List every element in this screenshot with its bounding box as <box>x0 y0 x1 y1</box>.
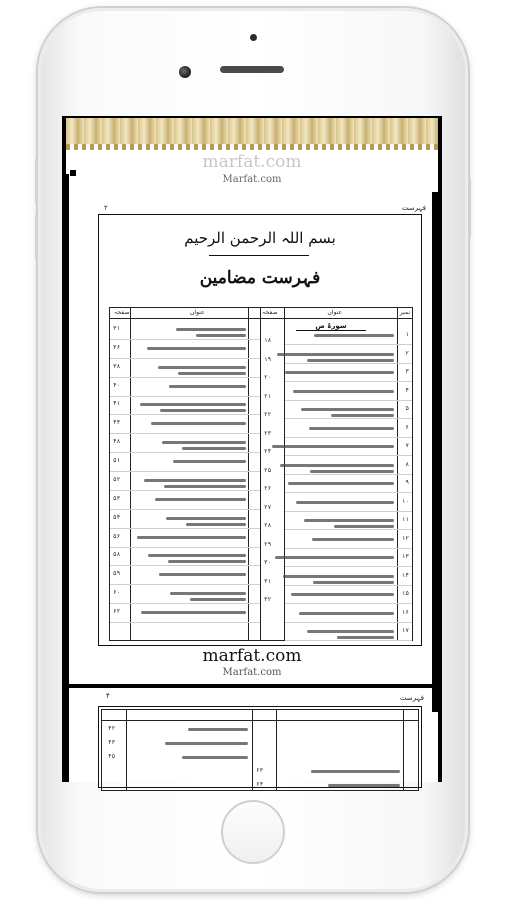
toc-page-number: ۲۳ <box>264 429 272 437</box>
toc2-page-number: ۴۳ <box>108 739 116 746</box>
toc-page-number: ۳۶ <box>113 343 121 351</box>
toc-serial-number: ۷ <box>405 442 409 449</box>
toc-page-number: ۳۲ <box>264 596 272 603</box>
toc-entry-text <box>173 460 246 463</box>
toc-row-rule <box>110 603 260 604</box>
toc-entry-text <box>277 353 394 356</box>
toc-serial-number: ۱۶ <box>401 608 409 616</box>
toc-entry-text <box>141 611 246 614</box>
front-camera-icon <box>179 66 191 78</box>
toc-header-page: صفحہ <box>262 309 278 316</box>
toc-entry-text <box>190 598 246 601</box>
toc-header-row <box>110 308 412 319</box>
volume-up-button <box>35 158 38 204</box>
toc-row-rule <box>110 528 260 529</box>
toc-entry-text <box>337 636 394 639</box>
toc2-col-divider <box>126 710 127 790</box>
toc-entry-text <box>291 593 394 596</box>
toc-serial-number: ۴ <box>405 386 409 394</box>
toc-row-rule <box>285 492 412 493</box>
toc-serial-number: ۱۰ <box>401 497 409 505</box>
toc-entry-text <box>280 464 394 467</box>
toc-entry-text <box>331 414 394 417</box>
page-ornament-border <box>66 118 438 150</box>
toc-page-number: ۶۰ <box>113 589 121 597</box>
toc-section-title: سورۃ ص <box>296 322 366 331</box>
toc-page-number: ۲۹ <box>264 540 272 548</box>
toc-entry-text <box>307 630 394 633</box>
toc-page-number: ۱۸ <box>264 337 272 344</box>
toc-row-rule <box>110 509 260 510</box>
toc-serial-number: ۳ <box>405 368 409 375</box>
toc-col-divider <box>260 308 261 640</box>
toc-row-rule <box>110 584 260 585</box>
toc-serial-number: ۵ <box>405 405 409 412</box>
toc-page-number: ۵۱ <box>113 457 121 465</box>
toc2-entry-text <box>188 728 248 731</box>
toc-entry-text <box>310 470 394 473</box>
toc-row-rule <box>285 585 412 586</box>
toc-row-rule <box>285 566 412 567</box>
watermark-top: marfat.com <box>202 152 302 172</box>
toc-row-rule <box>285 381 412 382</box>
toc2-col-divider <box>276 710 277 790</box>
toc-page-number: ۵۳ <box>113 494 121 502</box>
page-gap-divider <box>66 684 438 688</box>
toc-entry-text <box>166 517 246 520</box>
page2-label-left: ۴ <box>106 692 110 700</box>
toc-table-page2 <box>101 709 419 791</box>
earpiece-speaker <box>220 66 284 73</box>
toc-page-number: ۲۵ <box>264 466 272 474</box>
toc-serial-number: ۶ <box>405 423 409 431</box>
toc-row-rule <box>285 622 412 623</box>
toc-row-rule <box>110 622 260 623</box>
toc-serial-number: ۱۳ <box>401 553 409 560</box>
toc-row-rule <box>285 640 412 641</box>
toc-table <box>109 307 413 641</box>
toc-page-number: ۲۷ <box>264 503 272 511</box>
toc2-header-rule <box>102 720 418 721</box>
toc-entry-text <box>307 359 394 362</box>
toc-row-rule <box>285 400 412 401</box>
toc-entry-text <box>158 366 246 369</box>
toc-page-number: ۲۴ <box>264 448 272 455</box>
toc-row-rule <box>285 363 412 364</box>
toc-row-rule <box>110 339 260 340</box>
page2-label-right: فہرست <box>399 694 424 702</box>
toc-entry-text <box>148 554 246 557</box>
toc-entry-text <box>155 498 246 501</box>
toc-entry-text <box>159 573 246 576</box>
watermark-top-sub: Marfat.com <box>222 174 282 185</box>
toc-row-rule <box>285 603 412 604</box>
toc-row-rule <box>110 377 260 378</box>
toc-page-number: ۴۸ <box>113 438 121 446</box>
left-page-edge <box>66 174 69 782</box>
toc-row-rule <box>285 344 412 345</box>
toc2-entry-text <box>182 756 248 759</box>
toc-entry-text <box>169 385 246 388</box>
toc-page-number: ۵۸ <box>113 551 121 559</box>
toc-entry-text <box>313 581 394 584</box>
toc-entry-text <box>285 371 394 374</box>
toc-serial-number: ۲ <box>405 349 409 357</box>
corner-mark <box>70 170 76 176</box>
toc-serial-number: ۹ <box>405 479 409 486</box>
toc-entry-text <box>293 390 394 393</box>
toc-entry-text <box>178 372 246 375</box>
toc-entry-text <box>304 519 394 522</box>
toc-box-page2 <box>98 706 422 788</box>
toc-page-number: ۳۰ <box>264 559 272 566</box>
toc-page-number: ۲۶ <box>264 485 272 492</box>
toc-entry-text <box>272 445 394 448</box>
power-button <box>468 178 471 238</box>
toc-entry-text <box>301 408 394 411</box>
toc-row-rule <box>285 437 412 438</box>
page-label-left: ۲ <box>104 204 108 212</box>
toc-entry-text <box>186 523 246 526</box>
toc-header-page-left: صفحہ <box>114 309 130 316</box>
toc-entry-text <box>196 334 246 337</box>
toc-row-rule <box>110 471 260 472</box>
toc-page-number: ۳۱ <box>113 325 121 332</box>
toc-page-number: ۴۱ <box>113 400 121 408</box>
toc-box <box>98 214 422 646</box>
toc-serial-number: ۱۷ <box>401 627 409 634</box>
toc2-page-number: ۴۵ <box>108 753 116 760</box>
toc-row-rule <box>110 396 260 397</box>
toc-page-number: ۴۴ <box>113 419 121 427</box>
toc2-page-number: ۶۴ <box>256 781 264 788</box>
bismillah-heading: بسم اللہ الرحمن الرحیم <box>99 229 421 247</box>
toc-serial-number: ۱ <box>405 331 409 338</box>
toc-row-rule <box>285 529 412 530</box>
toc-row-rule <box>110 565 260 566</box>
toc-entry-text <box>312 538 394 541</box>
toc-entry-text <box>137 536 246 539</box>
toc-row-rule <box>110 452 260 453</box>
toc-entry-text <box>288 482 394 485</box>
toc-serial-number: ۸ <box>405 460 409 468</box>
toc-page-number: ۵۲ <box>113 475 121 483</box>
volume-down-button <box>35 214 38 260</box>
toc-serial-number: ۱۴ <box>401 571 409 579</box>
toc-row-rule <box>110 433 260 434</box>
toc-entry-text <box>170 592 246 595</box>
toc-entry-text <box>283 575 394 578</box>
toc-row-rule <box>110 547 260 548</box>
toc2-col-divider <box>252 710 253 790</box>
toc-page-number: ۲۰ <box>264 374 272 381</box>
toc-header-title-left: عنوان <box>190 309 205 316</box>
home-button[interactable] <box>221 800 285 864</box>
toc-entry-text <box>144 479 246 482</box>
toc2-col-divider <box>403 710 404 790</box>
toc-page-number: ۵۹ <box>113 570 121 578</box>
page-label-right: فہرست <box>401 204 426 212</box>
toc-entry-text <box>147 347 246 350</box>
toc-heading: فہرست مضامین <box>199 268 321 288</box>
toc-page-number: ۲۱ <box>264 392 272 400</box>
toc-entry-text <box>160 409 246 412</box>
toc-page-number: ۵۴ <box>113 513 121 521</box>
toc-row-rule <box>285 474 412 475</box>
toc-page-number: ۴۰ <box>113 381 121 389</box>
toc-row-rule <box>285 455 412 456</box>
toc-row-rule <box>285 511 412 512</box>
toc-entry-text <box>275 556 394 559</box>
phone-screen[interactable] <box>62 116 442 788</box>
toc-header-serial: نمبر <box>399 309 410 316</box>
toc-entry-text <box>299 612 394 615</box>
toc-page-number: ۲۸ <box>264 522 272 529</box>
toc-entry-text <box>164 485 246 488</box>
right-page-edge <box>432 192 438 712</box>
toc-page-number: ۲۲ <box>264 411 272 418</box>
toc-serial-number: ۱۵ <box>401 590 409 597</box>
toc-entry-text <box>334 525 394 528</box>
toc-page-number: ۳۱ <box>264 577 272 585</box>
toc-entry-text <box>309 427 394 430</box>
toc-entry-text <box>140 403 246 406</box>
watermark-middle-sub: Marfat.com <box>222 667 282 678</box>
toc-page-number: ۳۸ <box>113 362 121 370</box>
toc2-entry-text <box>165 742 248 745</box>
toc-row-rule <box>285 418 412 419</box>
watermark-middle: marfat.com <box>202 646 302 666</box>
toc-row-rule <box>110 414 260 415</box>
toc2-page-number: ۶۳ <box>256 767 264 774</box>
toc-entry-text <box>176 328 246 331</box>
toc-serial-number: ۱۲ <box>401 534 409 542</box>
toc-page-number: ۱۹ <box>264 355 272 363</box>
toc-row-rule <box>285 548 412 549</box>
toc-row-rule <box>110 490 260 491</box>
toc-page-number: ۵۶ <box>113 532 121 540</box>
toc-page-number: ۶۲ <box>113 608 121 616</box>
toc-entry-text <box>168 560 246 563</box>
toc-row-rule <box>110 358 260 359</box>
toc-serial-number: ۱۱ <box>401 516 409 523</box>
toc2-entry-text <box>311 770 400 773</box>
toc2-entry-text <box>328 784 400 787</box>
toc2-page-number: ۴۲ <box>108 725 116 732</box>
toc-entry-text <box>162 441 246 444</box>
toc-header-title: عنوان <box>327 309 342 316</box>
scanned-page[interactable] <box>66 118 438 788</box>
toc-entry-text <box>296 501 394 504</box>
proximity-sensor <box>250 34 257 41</box>
toc-entry-text <box>151 422 246 425</box>
toc-entry-text <box>182 447 246 450</box>
toc-entry-text <box>314 334 394 337</box>
